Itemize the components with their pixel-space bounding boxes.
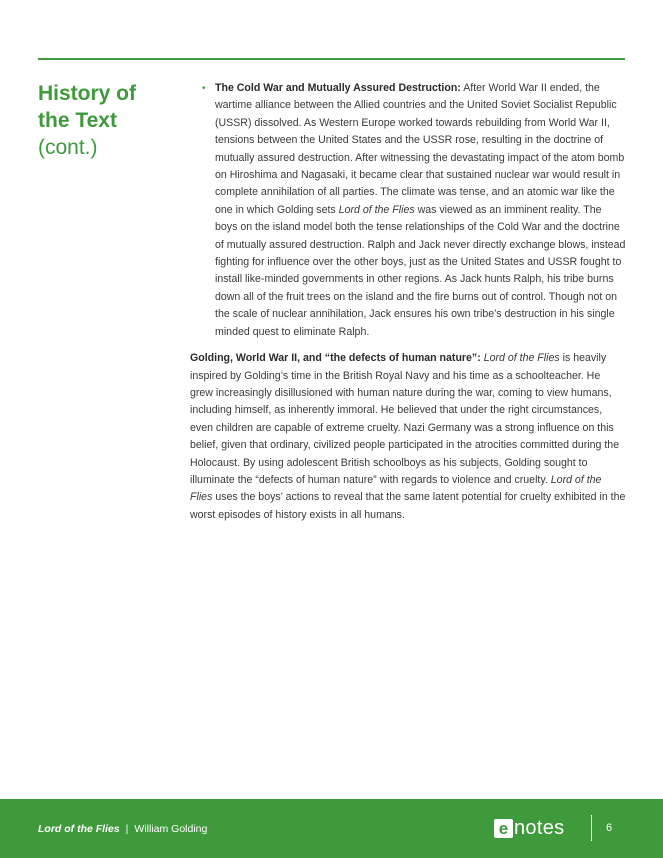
enotes-logo [494,817,564,839]
bullet-title: The Cold War and Mutually Assured Destruction: [215,82,461,94]
footer-book-title: Lord of the Flies [38,823,120,835]
bullet-icon: • [202,83,206,94]
paragraph-text-a: is heavily inspired by Golding’s time in the British Royal Navy and his time as a schoolteacher. He grew increasingly disillusioned with human nature during the war, coming to view humans, including himself, as inherently immoral. He believed that under the right circumstances, even children are capable of extreme cruelty. Nazi Germany was a strong influence on this belief, given that ordinary, civilized people participated in the atrocities committed during the Holocaust. By using adolescent British schoolboys as his subjects, Golding sought to illuminate the “defects of human nature” with regards to violence and cruelty. [190,352,620,486]
footer-separator: | [125,823,129,835]
bullet-text-a: After World War II ended, the wartime alliance between the Allied countries and the United Soviet Socialist Republic (USSR) dissolved. As Western Europe worked towards rebuilding from World War II, tensions between the United States and the USSR rose, resulting in the doctrine of mutually assured destruction. After witnessing the devastating impact of the atom bomb on Hiroshima and Nagasaki, it became clear that sustained nuclear war would result in complete annihilation of all parties. The climate was tense, and an atomic war like the one in which Golding sets [215,82,625,216]
paragraph-text-b: uses the boys’ actions to reveal that the same latent potential for cruelty exhibited in the worst episodes of history exists in all humans. [190,491,626,521]
section-heading [38,80,178,161]
bullet-text-b: was viewed as an imminent reality. The boys on the island model both the tense relationships of the Cold War and the doctrine of mutually assured destruction. Ralph and Jack never directly exchange blows, instead fighting for influence over the other boys, just as the United States and USSR fought to install like-minded governments in other regions. As Jack hunts Ralph, his tribe burns down all of the fruit trees on the island and the fire burns out of control. Though not on the scale of nuclear annihilation, Jack ensures his own tribe’s destruction in his single minded quest to eliminate Ralph. [215,203,626,338]
bullet-book-title: Lord of the Flies [338,203,415,216]
heading-line-1: History of [38,82,137,105]
heading-line-3: (cont.) [38,136,98,159]
footer-divider [591,815,592,841]
paragraph-golding [190,350,626,524]
paragraph-title: Golding, World War II, and “the defects of human nature”: [190,352,481,365]
footer-credit [38,823,207,835]
paragraph-book-title-2: Lord of the Flies [190,473,602,504]
heading-line-2: the Text [38,109,117,132]
logo-e-icon: e [494,819,513,838]
footer-author: William Golding [134,823,208,835]
bullet-item-cold-war [190,80,626,341]
top-divider [38,58,625,60]
logo-text: notes [514,816,565,839]
footer-bar [0,799,663,858]
paragraph-book-title-1: Lord of the Flies [483,352,560,365]
body-text [190,80,626,524]
page-number: 6 [606,822,613,834]
